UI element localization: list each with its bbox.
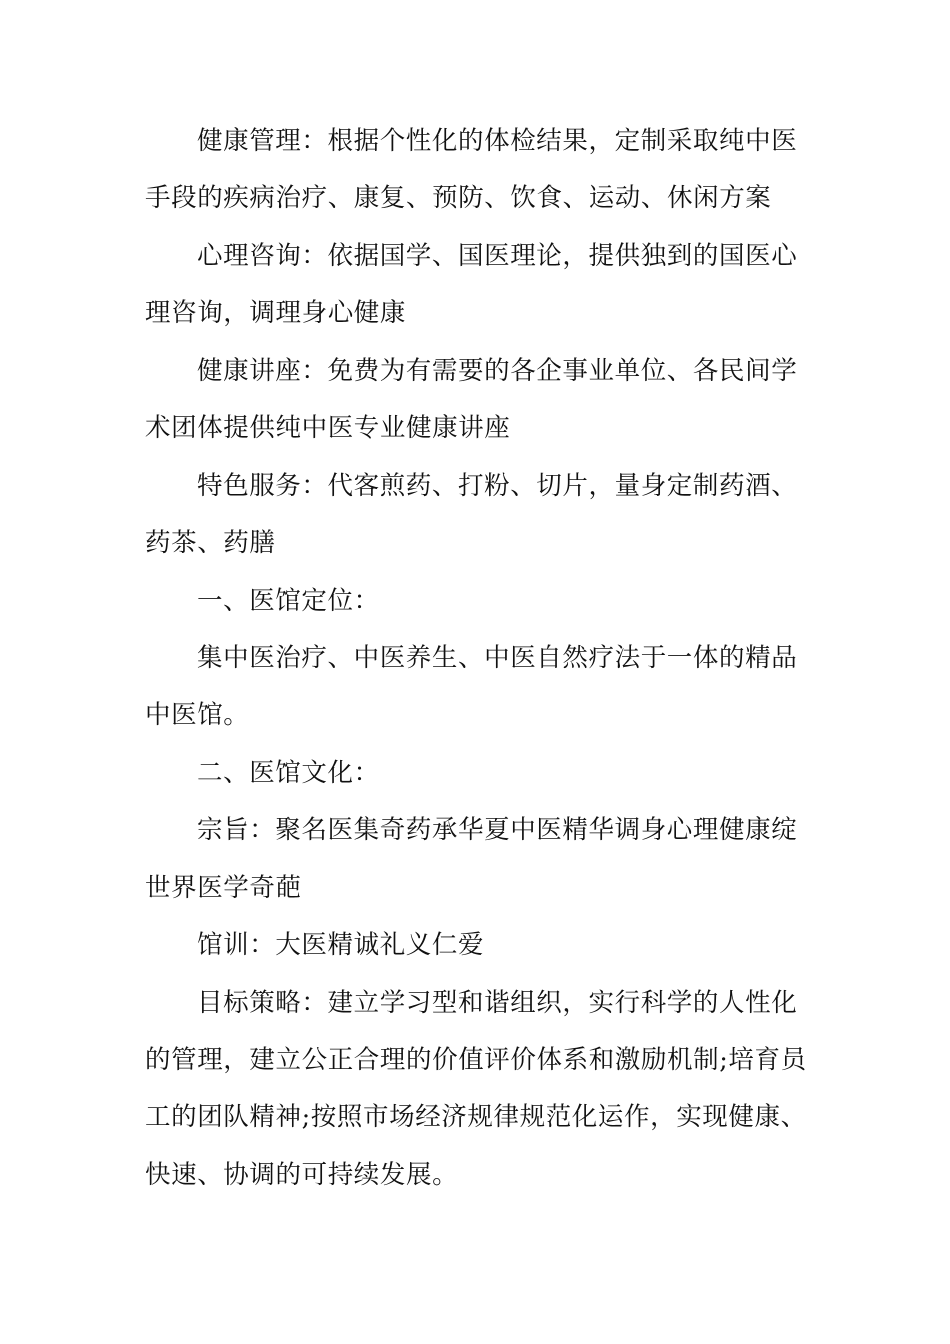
paragraph (145, 745, 825, 802)
paragraph-line: 药茶、药膳 (145, 528, 276, 559)
paragraph-line: 特色服务：代客煎药、打粉、切片，量身定制药酒、 (197, 470, 798, 501)
paragraph (145, 458, 825, 573)
paragraph (145, 917, 825, 974)
document-body (145, 113, 825, 1204)
paragraph-line: 的管理，建立公正合理的价值评价体系和激励机制;培育员 (145, 1045, 807, 1075)
paragraph (145, 113, 825, 228)
paragraph-line: 二、医馆文化： (197, 757, 380, 788)
paragraph (145, 573, 825, 630)
paragraph-line: 快速、协调的可持续发展。 (145, 1159, 459, 1190)
paragraph (145, 975, 825, 1205)
paragraph (145, 630, 825, 745)
paragraph-line: 术团体提供纯中医专业健康讲座 (145, 413, 511, 444)
paragraph (145, 228, 825, 343)
paragraph-line: 理咨询，调理身心健康 (145, 298, 407, 329)
paragraph-line: 目标策略：建立学习型和谐组织，实行科学的人性化 (197, 987, 798, 1018)
paragraph-line: 健康讲座：免费为有需要的各企事业单位、各民间学 (197, 355, 798, 386)
paragraph-line: 中医馆。 (145, 700, 250, 731)
paragraph-line: 手段的疾病治疗、康复、预防、饮食、运动、休闲方案 (145, 183, 772, 214)
paragraph-line: 世界医学奇葩 (145, 872, 302, 903)
paragraph (145, 802, 825, 917)
paragraph-line: 健康管理：根据个性化的体检结果，定制采取纯中医 (197, 126, 798, 156)
paragraph-line: 宗旨：聚名医集奇药承华夏中医精华调身心理健康绽 (197, 815, 798, 846)
paragraph-line: 工的团队精神;按照市场经济规律规范化运作，实现健康、 (145, 1102, 807, 1133)
paragraph-line: 一、医馆定位： (197, 585, 380, 616)
paragraph-line: 集中医治疗、中医养生、中医自然疗法于一体的精品 (197, 642, 798, 673)
paragraph-line: 馆训：大医精诚礼义仁爱 (197, 930, 485, 961)
paragraph (145, 343, 825, 458)
paragraph-line: 心理咨询：依据国学、国医理论，提供独到的国医心 (197, 240, 798, 271)
